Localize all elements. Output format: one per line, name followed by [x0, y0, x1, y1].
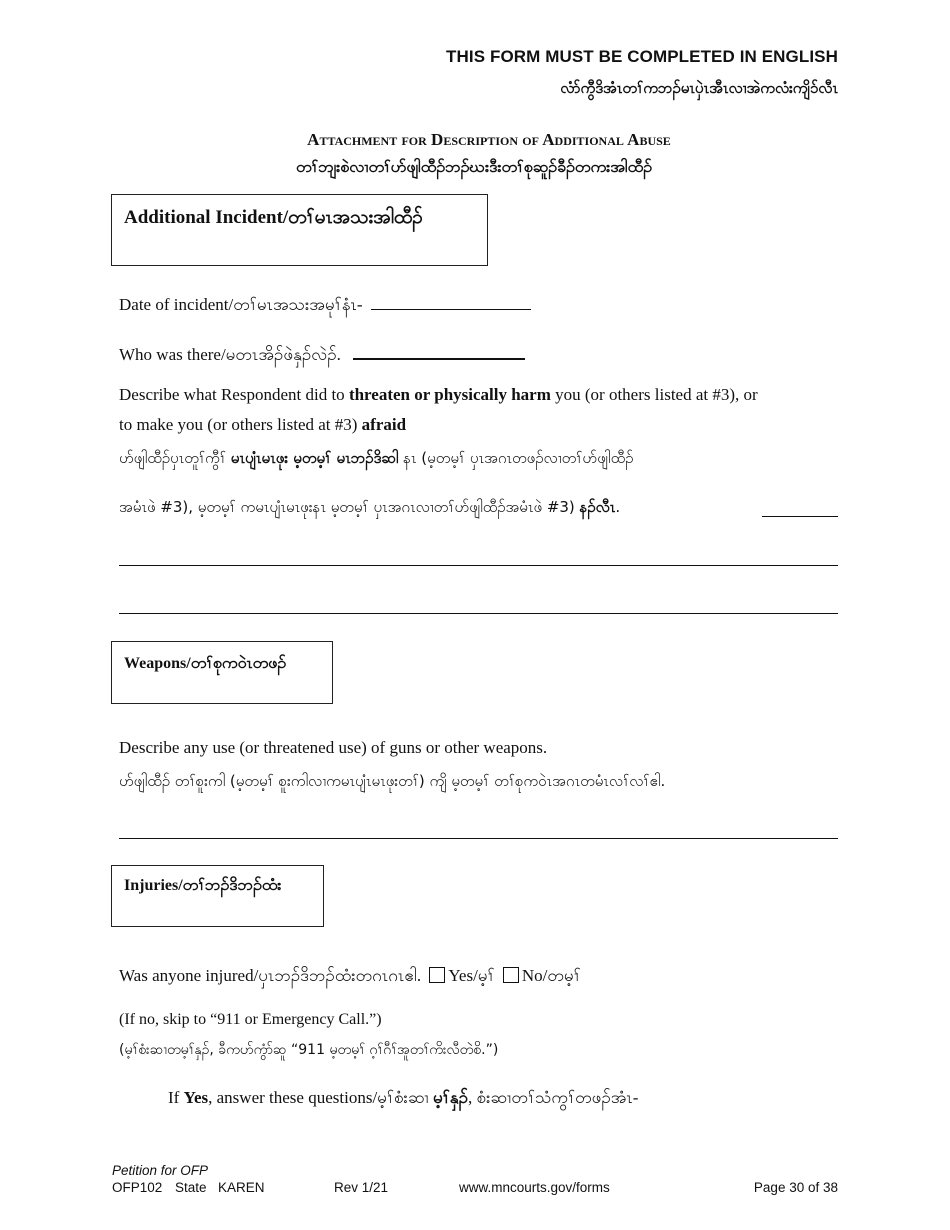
- weapons-section-box: [111, 641, 333, 704]
- describe-karen-text: နၤ (မ့တမ့ၢ် ပှၤအဂၤတဖၣ်လၢတၢ်ဟ်ဖျါထီၣ်: [398, 449, 634, 467]
- skip-instruction-karen: (မ့ၢ်စံးဆၢတမ့ၢ်နှၣ်, ခီကဟ်ကွံာ်ဆူ “911 မ့တမ့ၢ် ဂ့ၢ်ဂီၢ်အူတၢ်ကိးလီတဲစိ.”): [119, 1042, 499, 1058]
- injured-no-label: No/တမ့ၢ်: [521, 966, 581, 985]
- additional-incident-heading: Additional Incident/တၢ်မၤအသးအါထီၣ်: [124, 207, 423, 228]
- date-of-incident-label: Date of incident/တၢ်မၤအသးအမုၢ်နံၤ-: [119, 295, 363, 314]
- weapons-description-field[interactable]: [119, 838, 838, 839]
- weapons-heading: Weapons/တၢ်စုကဝဲၤတဖၣ်: [124, 655, 287, 672]
- describe-threat-karen-line1: [119, 449, 633, 471]
- injuries-section-box: [111, 865, 324, 927]
- footer-revision: Rev 1/21: [334, 1180, 389, 1195]
- describe-text-bold: threaten or physically harm: [348, 385, 551, 404]
- who-was-there-field[interactable]: [353, 340, 525, 360]
- footer-page-number: Page 30 of 38: [753, 1180, 838, 1195]
- attachment-title: Attachment for Description of Additional Abuse: [307, 130, 671, 149]
- weapons-instruction-karen: ဟ်ဖျါထီၣ် တၢ်စူးကါ (မ့တမ့ၢ် စူးကါလၢကမၤပျံၤမၤဖုးတၢ်) ကျိ မ့တမ့ၢ် တၢ်စုကဝဲၤအဂၤတမံၤလၢ်လၢ်ဧါ.: [119, 772, 666, 790]
- if-yes-text-bold: Yes: [183, 1088, 209, 1107]
- describe-text: you (or others listed at #3), or: [550, 385, 758, 404]
- footer-form-id: OFP102: [112, 1180, 163, 1195]
- describe-threat-karen-line2: [119, 498, 620, 520]
- who-was-there-label: Who was there/မတၤအိၣ်ဖဲနှၣ်လဲၣ်.: [119, 345, 341, 364]
- describe-karen-text: .: [615, 498, 621, 516]
- describe-threat-field-start[interactable]: [762, 516, 838, 517]
- footer-state: State: [175, 1180, 207, 1195]
- injured-yes-label: Yes/မ့ၢ်: [448, 966, 495, 985]
- footer-petition-title: Petition for OFP: [112, 1163, 209, 1178]
- date-of-incident-field[interactable]: [371, 291, 531, 310]
- describe-karen-text: ဟ်ဖျါထီၣ်ပှၤတူၢ်ကွီၢ်: [119, 449, 231, 467]
- additional-incident-section-box: [111, 194, 488, 266]
- describe-threat-instruction-line1: [119, 385, 758, 405]
- if-yes-text: If: [168, 1088, 184, 1107]
- karen-required-notice: လံာ်ကွီဒိအံၤတၢ်ကဘၣ်မၤပှဲၤအီၤလၢအဲကလံးကျိၥ်လီၤ: [560, 79, 838, 97]
- describe-threat-field-line2[interactable]: [119, 565, 838, 566]
- english-required-notice: THIS FORM MUST BE COMPLETED IN ENGLISH: [446, 47, 838, 66]
- describe-threat-field-line3[interactable]: [119, 613, 838, 614]
- describe-text: Describe what Respondent did to: [119, 385, 349, 404]
- injured-no-checkbox[interactable]: [503, 967, 519, 983]
- anyone-injured-question: Was anyone injured/ပှၤဘၣ်ဒိဘၣ်ထံးတဂၤဂၤဧါ.: [119, 966, 422, 985]
- anyone-injured-row: [119, 965, 581, 990]
- if-yes-text-bold: မ့ၢ်နှၣ်: [433, 1088, 469, 1107]
- who-was-there-row: [119, 340, 525, 369]
- injuries-heading: Injuries/တၢ်ဘၣ်ဒိဘၣ်ထံး: [124, 877, 282, 894]
- describe-text: to make you (or others listed at #3): [119, 415, 362, 434]
- describe-karen-text: အမံၤဖဲ #3), မ့တမ့ၢ် ကမၤပျံၤမၤဖုးနၤ မ့တမ့ၢ် ပှၤအဂၤလၢတၢ်ဟ်ဖျါထီၣ်အမံၤဖဲ #3): [119, 498, 580, 516]
- describe-text-bold: afraid: [361, 415, 407, 434]
- injured-yes-checkbox[interactable]: [429, 967, 445, 983]
- if-yes-instruction: [168, 1087, 638, 1112]
- if-yes-text: , စံးဆၢတၢ်သံကွၢ်တဖၣ်အံၤ-: [468, 1088, 639, 1107]
- if-yes-text: , answer these questions/မ့ၢ်စံးဆၢ: [208, 1088, 434, 1107]
- attachment-title-karen: တၢ်ဘျးစဲလၢတၢ်ဟ်ဖျါထီၣ်ဘၣ်ဃးဒီးတၢ်စုဆူၣ်ခီၣ်တကးအါထီၣ်: [295, 157, 653, 176]
- describe-karen-text-bold: နၣ်လီၤ: [579, 498, 616, 516]
- describe-threat-instruction-line2: [119, 415, 406, 435]
- describe-karen-text-bold: မၤပျံၤမၤဖုး မ့တမ့ၢ် မၤဘၣ်ဒိဆါ: [230, 449, 399, 467]
- weapons-instruction: Describe any use (or threatened use) of guns or other weapons.: [119, 738, 548, 757]
- footer-url: www.mncourts.gov/forms: [459, 1180, 610, 1195]
- date-of-incident-row: [119, 291, 531, 319]
- skip-instruction: (If no, skip to “911 or Emergency Call.”): [119, 1011, 382, 1028]
- footer-language: KAREN: [218, 1180, 265, 1195]
